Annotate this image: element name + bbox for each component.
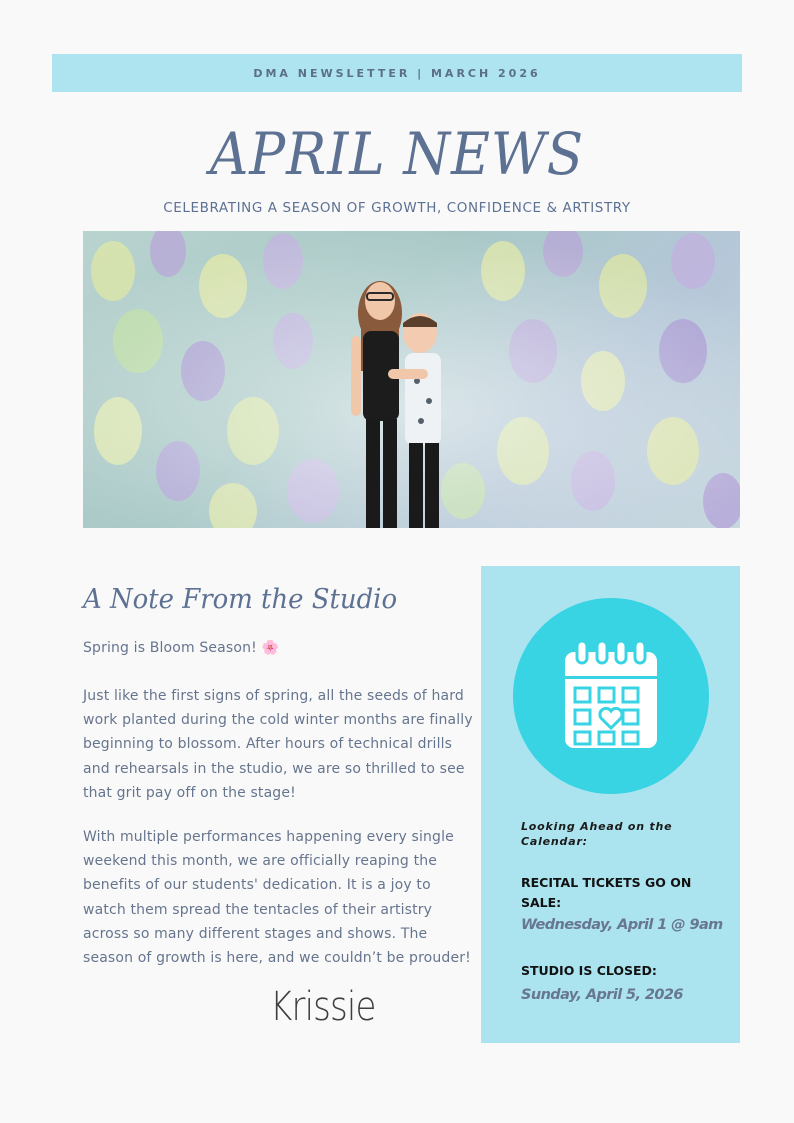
note-paragraph-intro: Spring is Bloom Season! 🌸 [83,640,280,656]
note-paragraph: With multiple performances happening every single weekend this month, we are officially reaping the benefits of our students' dedication. It is a joy to watch them spread the tentacles of their artistry across so many different stages and shows. The season of growth is here, and we couldn’t be prouder! [83,829,471,967]
banner-text: DMA NEWSLETTER | MARCH 2026 [253,66,541,80]
note-paragraph: Just like the first signs of spring, all the seeds of hard work planted during the cold winter months are finally beginning to blossom. After hours of technical drills and rehearsals in the studio, we are so thrilled to see that grit pay off on the stage! [83,688,473,801]
event-date: Sunday, April 5, 2026 [521,987,683,1003]
tulip-background-image [83,231,740,528]
newsletter-banner [52,54,742,92]
hero-photo [83,231,740,528]
note-title: A Note From the Studio [83,584,398,615]
calendar-sidebar [481,566,740,1043]
signature: Krissie [270,984,376,1030]
page-title: APRIL NEWS [209,120,585,188]
calendar-heart-icon [561,638,661,750]
event-label: STUDIO IS CLOSED: [521,963,657,978]
calendar-heading: Looking Ahead on the Calendar: [521,820,673,848]
event-label: RECITAL TICKETS GO ON SALE: [521,875,692,910]
page-subtitle: CELEBRATING A SEASON OF GROWTH, CONFIDENCE & ARTISTRY [163,200,631,216]
calendar-icon-circle [513,598,709,794]
event-date: Wednesday, April 1 @ 9am [521,917,723,933]
